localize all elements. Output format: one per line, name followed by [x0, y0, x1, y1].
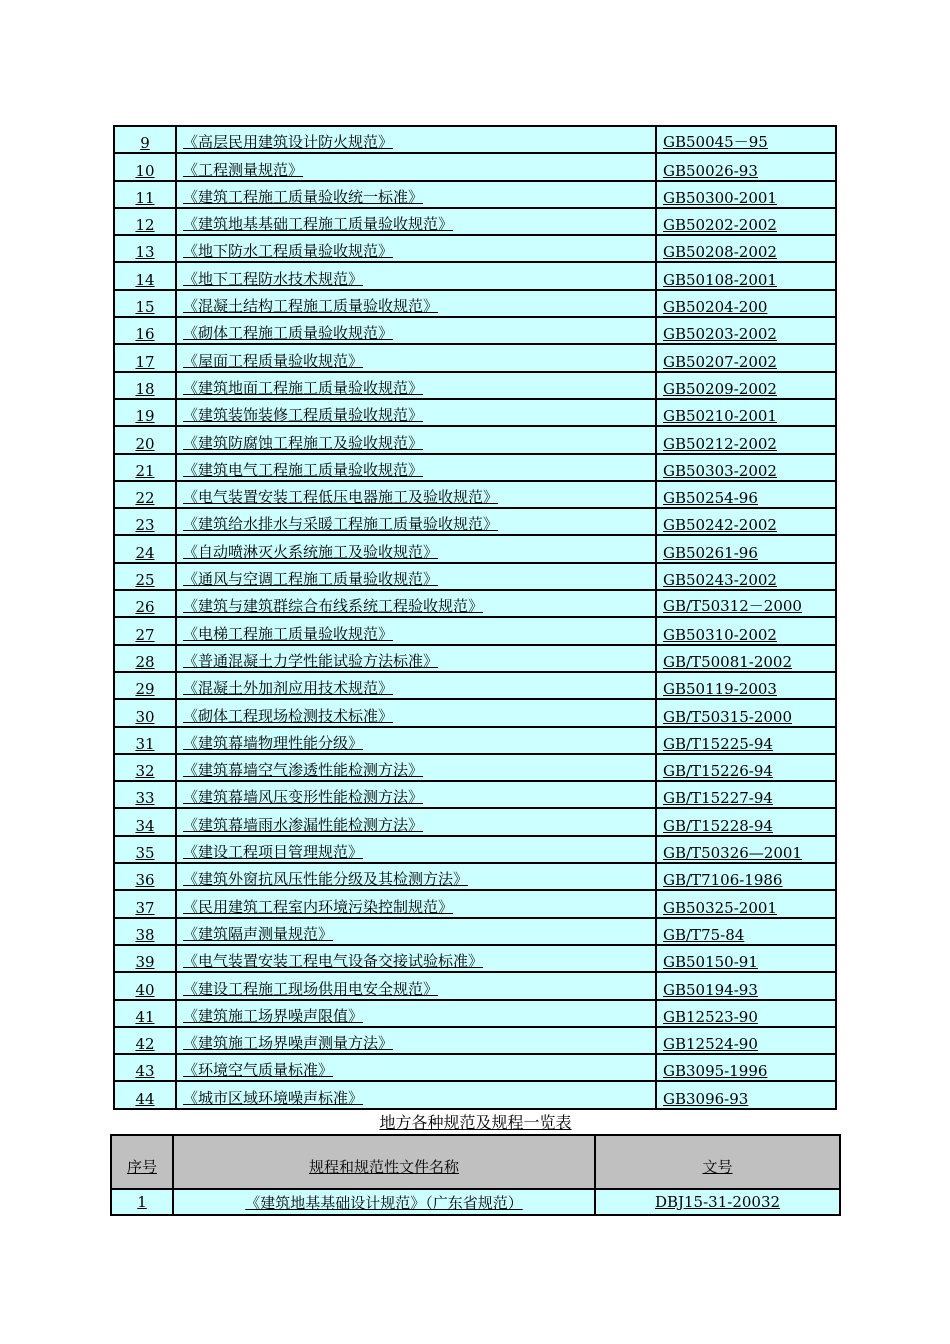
- standard-code-text: GB/T50326—2001: [663, 844, 802, 863]
- standard-code: [656, 918, 836, 945]
- standard-code-text: GB50150-91: [663, 953, 758, 972]
- row-number: [114, 617, 176, 644]
- standard-name-text: 《建筑工程施工质量验收统一标准》: [183, 187, 424, 206]
- standard-name-text: 《民用建筑工程室内环境污染控制规范》: [183, 897, 454, 916]
- standard-code-text: GB50300-2001: [663, 188, 777, 207]
- standard-code-text: GB50243-2002: [663, 571, 777, 590]
- standard-name-text: 《建筑施工场界噪声测量方法》: [183, 1034, 394, 1053]
- table-row: [114, 699, 836, 726]
- header-document-name: 规程和规范性文件名称: [173, 1135, 595, 1189]
- standard-name: [176, 372, 656, 399]
- row-number: [114, 262, 176, 289]
- row-number: [114, 1000, 176, 1027]
- standard-code-text: GB50212-2002: [663, 434, 777, 453]
- standard-code-text: GB50242-2002: [663, 516, 777, 535]
- standard-code-text: GB3096-93: [663, 1089, 749, 1108]
- row-number: [114, 153, 176, 180]
- standard-name: [176, 1000, 656, 1027]
- header-document-code: 文号: [595, 1135, 840, 1189]
- row-number: [114, 344, 176, 371]
- standard-code: [656, 481, 836, 508]
- row-number: [114, 1027, 176, 1054]
- row-number: [114, 863, 176, 890]
- table-row: [114, 344, 836, 371]
- standard-name-text: 《建筑地面工程施工质量验收规范》: [183, 378, 424, 397]
- standard-name-text: 《建筑施工场界噪声限值》: [183, 1006, 364, 1025]
- standard-name: [176, 617, 656, 644]
- row-number-text: 29: [135, 680, 155, 699]
- table-row: [114, 1081, 836, 1108]
- row-number-text: 1: [137, 1193, 147, 1211]
- national-standards-table: [113, 125, 837, 1110]
- standard-code-text: GB50210-2001: [663, 407, 777, 426]
- standard-name: [176, 918, 656, 945]
- table-row: [114, 508, 836, 535]
- standard-name-text: 《建筑幕墙物理性能分级》: [183, 733, 364, 752]
- row-number: [114, 808, 176, 835]
- row-number: [114, 645, 176, 672]
- standard-code: [656, 153, 836, 180]
- table-row: [114, 426, 836, 453]
- row-number-text: 39: [135, 953, 155, 972]
- standard-code-text: GB50310-2002: [663, 625, 777, 644]
- row-number: [111, 1189, 173, 1215]
- standard-code: [656, 399, 836, 426]
- standard-name: [176, 399, 656, 426]
- standard-name-text: 《电梯工程施工质量验收规范》: [183, 624, 394, 643]
- standard-code-text: GB50194-93: [663, 980, 758, 999]
- local-standards-table: [110, 1134, 841, 1216]
- row-number: [114, 754, 176, 781]
- standard-code: [656, 563, 836, 590]
- standard-code: [656, 126, 836, 153]
- standard-code: [656, 1081, 836, 1108]
- standard-code: [656, 535, 836, 562]
- table-row: [114, 1000, 836, 1027]
- table-row: [114, 754, 836, 781]
- table-row: [114, 590, 836, 617]
- standard-code-text: GB50303-2002: [663, 461, 777, 480]
- table-row: [114, 672, 836, 699]
- table-row: [114, 481, 836, 508]
- row-number: [114, 972, 176, 999]
- standard-name-text: 《屋面工程质量验收规范》: [183, 351, 364, 370]
- table-row: [114, 290, 836, 317]
- table-row: [114, 399, 836, 426]
- standard-code: [656, 590, 836, 617]
- standard-name-text: 《建筑幕墙风压变形性能检测方法》: [183, 788, 424, 807]
- table-row: [114, 808, 836, 835]
- standard-name: [176, 344, 656, 371]
- local-table-body: [111, 1189, 840, 1215]
- standard-code: [595, 1189, 840, 1215]
- standard-code: [656, 508, 836, 535]
- standard-code: [656, 727, 836, 754]
- row-number: [114, 535, 176, 562]
- row-number-text: 28: [135, 652, 155, 671]
- row-number-text: 14: [135, 270, 155, 289]
- standard-code: [656, 235, 836, 262]
- row-number-text: 26: [135, 598, 155, 617]
- row-number: [114, 672, 176, 699]
- standard-name: [176, 126, 656, 153]
- standard-name: [176, 290, 656, 317]
- standard-code-text: GB50254-96: [663, 489, 758, 508]
- standard-name-text: 《砌体工程现场检测技术标准》: [183, 706, 394, 725]
- standard-name-text: 《环境空气质量标准》: [183, 1061, 334, 1080]
- standard-code: [656, 808, 836, 835]
- row-number-text: 23: [135, 516, 155, 535]
- standard-name: [176, 945, 656, 972]
- row-number-text: 11: [135, 188, 155, 207]
- standard-name: [176, 645, 656, 672]
- standard-code: [656, 945, 836, 972]
- standard-code-text: GB/T15225-94: [663, 734, 773, 753]
- row-number-text: 19: [135, 407, 155, 426]
- standard-code: [656, 1054, 836, 1081]
- standard-code: [656, 1027, 836, 1054]
- row-number-text: 32: [135, 762, 155, 781]
- table-row: [114, 262, 836, 289]
- standard-code-text: GB/T15226-94: [663, 762, 773, 781]
- row-number: [114, 317, 176, 344]
- standard-name: [176, 863, 656, 890]
- standard-code-text: DBJ15-31-20032: [654, 1193, 781, 1211]
- table-row: [114, 863, 836, 890]
- standard-code: [656, 290, 836, 317]
- row-number: [114, 372, 176, 399]
- row-number-text: 41: [135, 1007, 155, 1026]
- row-number: [114, 699, 176, 726]
- row-number-text: 16: [135, 325, 155, 344]
- local-section-title: 地方各种规范及规程一览表: [379, 1113, 572, 1132]
- standard-name-text: 《建筑幕墙空气渗透性能检测方法》: [183, 761, 424, 780]
- row-number-text: 43: [135, 1062, 155, 1081]
- standard-name: [176, 153, 656, 180]
- standard-name-text: 《城市区域环境噪声标准》: [183, 1088, 364, 1107]
- standard-name: [176, 781, 656, 808]
- row-number-text: 25: [135, 571, 155, 590]
- row-number-text: 38: [135, 925, 155, 944]
- standard-name: [176, 508, 656, 535]
- row-number-text: 44: [135, 1089, 155, 1108]
- standard-code: [656, 645, 836, 672]
- row-number-text: 34: [135, 816, 155, 835]
- standard-name-text: 《建设工程项目管理规范》: [183, 843, 364, 862]
- standard-code-text: GB/T50312－2000: [663, 597, 802, 616]
- standard-name-text: 《砌体工程施工质量验收规范》: [183, 324, 394, 343]
- header-serial-number: 序号: [111, 1135, 173, 1189]
- standard-name-text: 《建筑装饰装修工程质量验收规范》: [183, 406, 424, 425]
- table-row: [114, 1054, 836, 1081]
- table-row: [114, 454, 836, 481]
- table-row: [114, 126, 836, 153]
- standard-name: [176, 181, 656, 208]
- table-row: [114, 372, 836, 399]
- row-number: [114, 1054, 176, 1081]
- standard-name: [176, 836, 656, 863]
- standard-code-text: GB50325-2001: [663, 898, 777, 917]
- row-number-text: 17: [135, 352, 155, 371]
- standard-name: [176, 426, 656, 453]
- standard-name-text: 《建筑外窗抗风压性能分级及其检测方法》: [183, 870, 469, 889]
- standard-name: [176, 235, 656, 262]
- row-number: [114, 890, 176, 917]
- row-number-text: 18: [135, 379, 155, 398]
- standard-code-text: GB/T15228-94: [663, 816, 773, 835]
- standard-name-text: 《高层民用建筑设计防火规范》: [183, 133, 394, 152]
- standard-code: [656, 344, 836, 371]
- standard-name: [176, 1027, 656, 1054]
- standard-name: [176, 1081, 656, 1108]
- standard-name: [176, 262, 656, 289]
- standard-code: [656, 426, 836, 453]
- standard-name: [173, 1189, 595, 1215]
- standard-name-text: 《建筑给水排水与采暖工程施工质量验收规范》: [183, 515, 499, 534]
- standard-name: [176, 890, 656, 917]
- standard-code-text: GB50204-200: [663, 298, 768, 317]
- standard-code-text: GB50045－95: [663, 133, 768, 152]
- row-number: [114, 781, 176, 808]
- row-number-text: 13: [135, 243, 155, 262]
- row-number: [114, 508, 176, 535]
- standard-code-text: GB50119-2003: [663, 680, 777, 699]
- standard-name: [176, 808, 656, 835]
- standard-name: [176, 672, 656, 699]
- row-number-text: 24: [135, 543, 155, 562]
- standard-name-text: 《混凝土结构工程施工质量验收规范》: [183, 297, 439, 316]
- standard-code-text: GB50207-2002: [663, 352, 777, 371]
- table-row: [114, 836, 836, 863]
- row-number-text: 35: [135, 844, 155, 863]
- table-row: [114, 617, 836, 644]
- table-row: [114, 535, 836, 562]
- standard-code: [656, 863, 836, 890]
- table-row: [114, 181, 836, 208]
- table-header-row: [111, 1135, 840, 1189]
- standard-name: [176, 699, 656, 726]
- standard-name-text: 《地下工程防水技术规范》: [183, 269, 364, 288]
- table-row: [111, 1189, 840, 1215]
- table-row: [114, 235, 836, 262]
- standard-name: [176, 317, 656, 344]
- standard-code-text: GB/T15227-94: [663, 789, 773, 808]
- standard-code: [656, 754, 836, 781]
- row-number: [114, 918, 176, 945]
- standard-name: [176, 1054, 656, 1081]
- standard-code: [656, 181, 836, 208]
- standard-code: [656, 262, 836, 289]
- table-row: [114, 727, 836, 754]
- table-row: [114, 208, 836, 235]
- row-number-text: 30: [135, 707, 155, 726]
- row-number-text: 21: [135, 461, 155, 480]
- row-number-text: 42: [135, 1035, 155, 1054]
- standard-code: [656, 672, 836, 699]
- standard-code: [656, 317, 836, 344]
- standard-name: [176, 208, 656, 235]
- standard-code: [656, 454, 836, 481]
- standard-name: [176, 563, 656, 590]
- standard-code-text: GB/T50315-2000: [663, 707, 793, 726]
- standard-name-text: 《通风与空调工程施工质量验收规范》: [183, 570, 439, 589]
- row-number-text: 20: [135, 434, 155, 453]
- table-row: [114, 153, 836, 180]
- national-table-body: [114, 126, 836, 1109]
- standard-name-text: 《建筑电气工程施工质量验收规范》: [183, 460, 424, 479]
- standard-name: [176, 481, 656, 508]
- row-number-text: 31: [135, 734, 155, 753]
- row-number: [114, 181, 176, 208]
- row-number-text: 36: [135, 871, 155, 890]
- standard-name-text: 《建筑幕墙雨水渗漏性能检测方法》: [183, 815, 424, 834]
- standard-code-text: GB/T50081-2002: [663, 652, 793, 671]
- row-number-text: 9: [140, 134, 150, 153]
- standard-name-text: 《混凝土外加剂应用技术规范》: [183, 679, 394, 698]
- table-row: [114, 972, 836, 999]
- standard-code-text: GB12524-90: [663, 1035, 758, 1054]
- standard-name-text: 《建设工程施工现场供用电安全规范》: [183, 979, 439, 998]
- row-number: [114, 208, 176, 235]
- standard-code-text: GB/T75-84: [663, 925, 745, 944]
- table-row: [114, 645, 836, 672]
- standard-code: [656, 1000, 836, 1027]
- table-row: [114, 317, 836, 344]
- standard-code-text: GB/T7106-1986: [663, 871, 783, 890]
- standard-code-text: GB12523-90: [663, 1007, 758, 1026]
- standard-name: [176, 727, 656, 754]
- table-row: [114, 918, 836, 945]
- standard-code-text: GB50208-2002: [663, 243, 777, 262]
- table-row: [114, 781, 836, 808]
- standard-name-text: 《电气装置安装工程低压电器施工及验收规范》: [183, 488, 499, 507]
- standard-name-text: 《建筑地基基础设计规范》（广东省规范）: [245, 1193, 523, 1212]
- row-number: [114, 1081, 176, 1108]
- row-number: [114, 399, 176, 426]
- standard-name-text: 《电气装置安装工程电气设备交接试验标准》: [183, 952, 484, 971]
- row-number-text: 10: [135, 161, 155, 180]
- table-row: [114, 890, 836, 917]
- row-number: [114, 590, 176, 617]
- standard-name-text: 《普通混凝土力学性能试验方法标准》: [183, 651, 439, 670]
- table-row: [114, 563, 836, 590]
- standard-code-text: GB50203-2002: [663, 325, 777, 344]
- row-number: [114, 836, 176, 863]
- row-number: [114, 126, 176, 153]
- standard-name: [176, 972, 656, 999]
- row-number: [114, 945, 176, 972]
- standard-name-text: 《地下防水工程质量验收规范》: [183, 242, 394, 261]
- row-number-text: 27: [135, 625, 155, 644]
- standard-code: [656, 972, 836, 999]
- standard-name-text: 《建筑地基基础工程施工质量验收规范》: [183, 215, 454, 234]
- standard-code: [656, 836, 836, 863]
- row-number-text: 37: [135, 898, 155, 917]
- row-number-text: 33: [135, 789, 155, 808]
- standard-code-text: GB50202-2002: [663, 216, 777, 235]
- standard-code-text: GB50261-96: [663, 543, 758, 562]
- row-number: [114, 727, 176, 754]
- standard-name-text: 《工程测量规范》: [183, 160, 304, 179]
- standard-code: [656, 699, 836, 726]
- standard-code: [656, 208, 836, 235]
- row-number: [114, 235, 176, 262]
- standard-name: [176, 754, 656, 781]
- standard-name-text: 《建筑与建筑群综合布线系统工程验收规范》: [183, 597, 484, 616]
- table-row: [114, 945, 836, 972]
- standard-code: [656, 890, 836, 917]
- standard-name-text: 《建筑隔声测量规范》: [183, 924, 334, 943]
- standard-code-text: GB50026-93: [663, 161, 758, 180]
- table-row: [114, 1027, 836, 1054]
- standard-name: [176, 454, 656, 481]
- row-number: [114, 563, 176, 590]
- standard-code-text: GB50209-2002: [663, 379, 777, 398]
- standard-code-text: GB3095-1996: [663, 1062, 768, 1081]
- row-number: [114, 290, 176, 317]
- row-number: [114, 481, 176, 508]
- row-number-text: 15: [135, 298, 155, 317]
- standard-code: [656, 372, 836, 399]
- standard-name: [176, 590, 656, 617]
- row-number-text: 22: [135, 489, 155, 508]
- standard-name: [176, 535, 656, 562]
- row-number-text: 12: [135, 216, 155, 235]
- standard-code-text: GB50108-2001: [663, 270, 777, 289]
- standard-code: [656, 781, 836, 808]
- standard-code: [656, 617, 836, 644]
- row-number-text: 40: [135, 980, 155, 999]
- standard-name-text: 《自动喷淋灭火系统施工及验收规范》: [183, 542, 439, 561]
- row-number: [114, 454, 176, 481]
- row-number: [114, 426, 176, 453]
- standard-name-text: 《建筑防腐蚀工程施工及验收规范》: [183, 433, 424, 452]
